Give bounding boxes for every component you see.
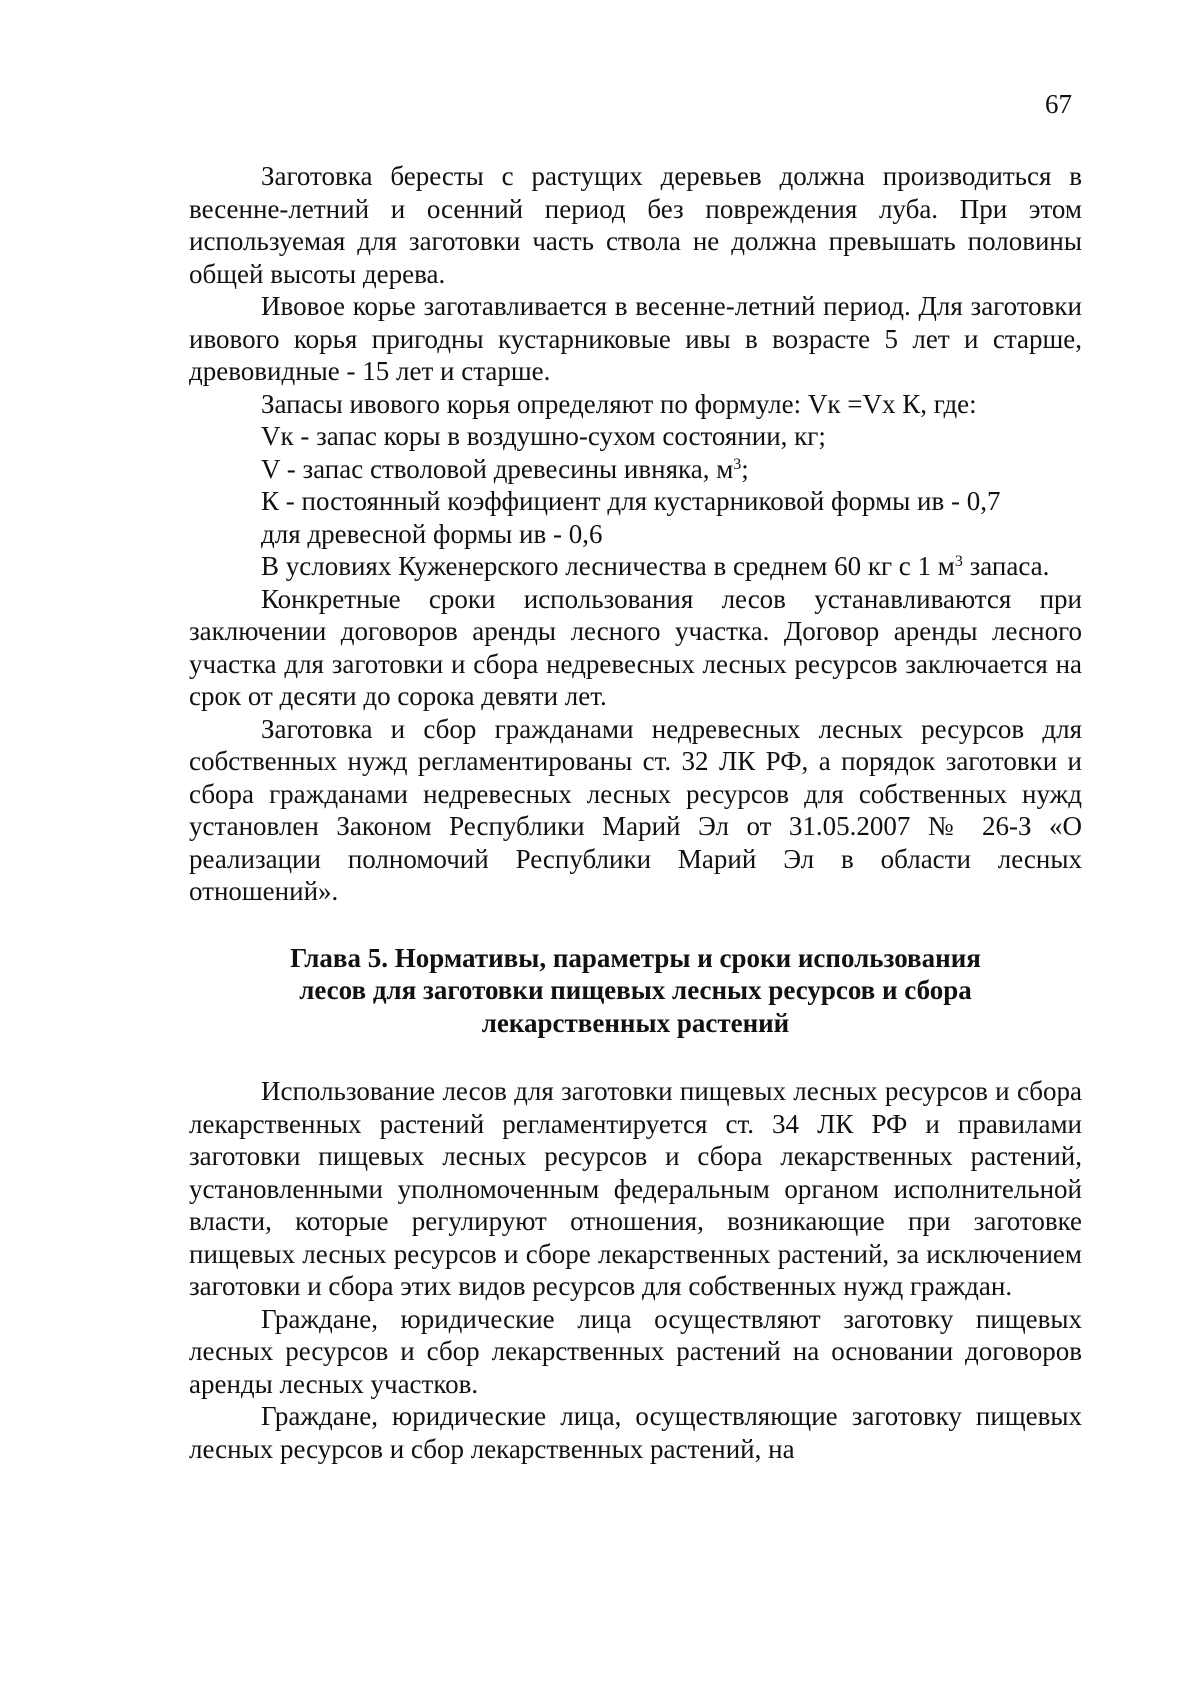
definition-v-superscript: 3 <box>733 455 742 473</box>
paragraph-citizens-needs: Заготовка и сбор гражданами недревесных лесных ресурсов для собственных нужд регламентированы ст. 32 ЛК РФ, а порядок заготовки и сбора гражданами недревесных лесных ресурсов для собственных нужд установлен Законом Республики Марий Эл от 31.05.2007 № 26-З «О реализации полномочий Республики Марий Эл в области лесных отношений». <box>189 713 1082 906</box>
definition-v <box>189 453 1082 486</box>
paragraph-kuzhener-superscript: 3 <box>954 553 963 570</box>
chapter-5-heading-line-1: Глава 5. Нормативы, параметры и сроки использования <box>290 942 981 973</box>
chapter-5-heading-line-3: лекарственных растений <box>481 1007 790 1038</box>
document-body <box>189 160 1082 1465</box>
paragraph-kuzhener-text: В условиях Куженерского лесничества в среднем 60 кг с 1 м <box>261 551 955 581</box>
definition-vk: Vк - запас коры в воздушно-сухом состоянии, кг; <box>261 421 826 451</box>
paragraph-lease-terms: Конкретные сроки использования лесов устанавливаются при заключении договоров аренды лесного участка. Договор аренды лесного участка для заготовки и сбора недревесных лесных ресурсов заключается на срок от десяти до сорока девяти лет. <box>189 583 1082 711</box>
paragraph-formula: Запасы ивового корья определяют по формуле: Vк =Vx К, где: <box>261 388 977 419</box>
definition-v-end: ; <box>741 453 749 484</box>
paragraph-forest-use: Использование лесов для заготовки пищевых лесных ресурсов и сбора лекарственных растений регламентируется ст. 34 ЛК РФ и правилами заготовки пищевых лесных ресурсов и сбора лекарственных растений, установленными уполномоченным федеральным органом исполнительной власти, которые регулируют отношения, возникающие при заготовке пищевых лесных ресурсов и сборе лекарственных растений, за исключением заготовки и сбора этих видов ресурсов для собственных нужд граждан. <box>189 1076 1082 1301</box>
chapter-5-heading <box>189 942 1082 1040</box>
paragraph-harvesters: Граждане, юридические лица, осуществляющие заготовку пищевых лесных ресурсов и сбор лекарственных растений, на <box>189 1401 1082 1464</box>
paragraph-kuzhener-end: запаса. <box>962 551 1050 581</box>
paragraph-birch-bark: Заготовка бересты с растущих деревьев должна производиться в весенне-летний и осенний период без повреждения луба. При этом используемая для заготовки часть ствола не должна превышать половины общей высоты дерева. <box>189 161 1082 289</box>
paragraph-lease-basis: Граждане, юридические лица осуществляют заготовку пищевых лесных ресурсов и сбор лекарственных растений на основании договоров аренды лесных участков. <box>189 1303 1082 1399</box>
definition-k-tree: для древесной формы ив - 0,6 <box>261 518 603 549</box>
definition-v-text: V - запас стволовой древесины ивняка, м <box>261 453 734 484</box>
page-number: 67 <box>1045 89 1072 119</box>
paragraph-willow-bark: Ивовое корье заготавливается в весенне-летний период. Для заготовки ивового корья пригодны кустарниковые ивы в возрасте 5 лет и старше, древовидные - 15 лет и старше. <box>189 291 1082 386</box>
paragraph-kuzhener <box>189 550 1082 583</box>
chapter-5-heading-line-2: лесов для заготовки пищевых лесных ресурсов и сбора <box>299 975 972 1005</box>
definition-k-shrub: К - постоянный коэффициент для кустарниковой формы ив - 0,7 <box>261 486 1001 516</box>
